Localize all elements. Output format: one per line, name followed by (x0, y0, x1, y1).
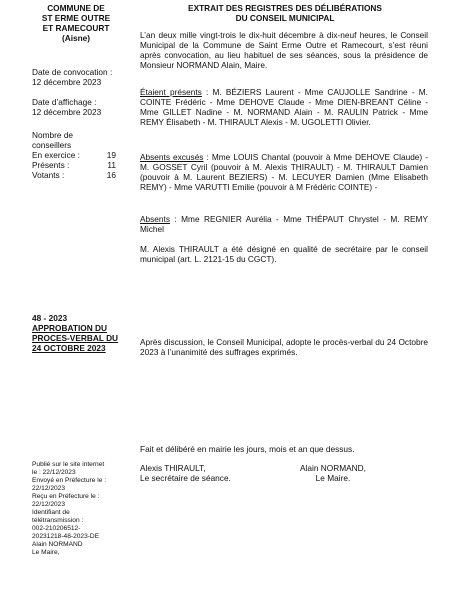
agenda-item (32, 313, 128, 353)
agenda-number: 48 - 2023 (32, 313, 68, 323)
convocation-date: 12 décembre 2023 (32, 77, 102, 87)
commune-line-1: COMMUNE DE (47, 3, 105, 13)
mayor-role: Le Maire. (315, 473, 351, 483)
stats-label: En exercice : (32, 150, 80, 160)
commune-department: (Aisne) (61, 33, 91, 43)
footer-line: 22/12/2023 (32, 485, 66, 492)
footer-line: Publié sur le site internet (32, 461, 105, 468)
stats-row-presents (32, 160, 122, 170)
closing-line: Fait et délibéré en mairie les jours, mois et an que dessus. (140, 444, 355, 454)
stats-row-votants (32, 170, 122, 180)
secretary-paragraph: M. Alexis THIRAULT a été désigné en qualité de secrétaire par le conseil municipal (art. L. 2121-15 du CGCT). (140, 244, 428, 264)
excuses-label: Absents excusés (140, 152, 204, 162)
affichage-date: 12 décembre 2023 (32, 107, 102, 117)
secretary-role: Le secrétaire de séance. (140, 473, 231, 483)
signature-mayor (300, 463, 366, 483)
stats-row-exercice (32, 150, 122, 160)
excuses-list: : Mme LOUIS Chantal (pouvoir à Mme DEHOVE Claude) - M. GOSSET Cyril (pouvoir à M. Alexis THIRAULT) - M. THIRAULT Damien (pouvoir à M. Laurent BEZIERS) - M. LECUYER Damien (Mme Elisabeth REMY) - Mme VARUTTI Emilie (pouvoir à M Frédéric COINTE) - (140, 152, 428, 192)
presents-paragraph (140, 87, 428, 127)
convocation-label: Date de convocation : (32, 67, 113, 77)
secretary-name: Alexis THIRAULT, (140, 463, 206, 473)
transmission-note (32, 461, 132, 557)
mayor-name: Alain NORMAND, (300, 463, 366, 473)
commune-header (28, 3, 124, 43)
signature-secretary (140, 463, 231, 483)
absents-paragraph (140, 214, 428, 234)
footer-line: Identifiant de (32, 509, 70, 516)
absents-label: Absents (140, 214, 170, 224)
document-title (140, 3, 430, 23)
stats-title-2: conseillers (32, 140, 72, 150)
footer-line: Reçu en Préfecture le : (32, 493, 100, 500)
commune-line-3: ET RAMECOURT (42, 23, 110, 33)
decision-paragraph: Après discussion, le Conseil Municipal, adopte le procès-verbal du 24 Octobre 2023 à l’unanimité des suffrages exprimés. (140, 337, 428, 357)
stats-label: Présents : (32, 160, 70, 170)
excuses-paragraph (140, 152, 428, 192)
presents-label: Étaient présents (140, 87, 202, 97)
conseillers-stats (32, 130, 122, 180)
commune-line-2: ST ERME OUTRE (41, 13, 111, 23)
absents-list: : Mme REGNIER Aurélia - Mme THÉPAUT Chrystel - M. REMY Michel (140, 214, 428, 234)
title-line-2: DU CONSEIL MUNICIPAL (235, 13, 335, 23)
footer-line: 22/12/2023 (32, 501, 66, 508)
affichage-block (32, 97, 101, 117)
stats-title-1: Nombre de (32, 130, 74, 140)
stats-value: 19 (106, 150, 116, 160)
footer-line: 20231218-48-2023-DE (32, 533, 100, 540)
footer-line: Envoyé en Préfecture le : (32, 477, 107, 484)
convocation-block (32, 67, 112, 87)
stats-value: 11 (107, 160, 116, 170)
footer-line: 002-210206512- (32, 525, 81, 532)
footer-line: le : 22/12/2023 (32, 469, 76, 476)
footer-line: télétransmission : (32, 517, 84, 524)
stats-value: 16 (106, 170, 116, 180)
stats-label: Votants : (32, 170, 65, 180)
title-line-1: EXTRAIT DES REGISTRES DES DÉLIBÉRATIONS (188, 3, 382, 13)
intro-paragraph: L’an deux mille vingt-trois le dix-huit décembre à dix-neuf heures, le Conseil Municipal de la Commune de Saint Erme Outre et Ramecourt, s’est réuni après convocation, au lieu habituel de ses séances, sous la présidence de Monsieur NORMAND Alain, Maire. (140, 30, 428, 70)
presents-list: : M. BÉZIERS Laurent - Mme CAUJOLLE Sandrine - M. COINTE Frédéric - Mme DEHOVE Claude - Mme DIEN-BREANT Céline - Mme GILLET Nadine - M. NORMAND Alain - M. RAULIN Patrick - Mme REMY Élisabeth - M. THIRAULT Alexis - M. UGOLETTI Olivier. (140, 87, 428, 127)
footer-line: Le Maire, (32, 549, 60, 556)
agenda-title: APPROBATION DU PROCES-VERBAL DU 24 OCTOBRE 2023 (32, 323, 119, 353)
footer-line: Alain NORMAND (32, 541, 83, 548)
affichage-label: Date d’affichage : (32, 97, 97, 107)
